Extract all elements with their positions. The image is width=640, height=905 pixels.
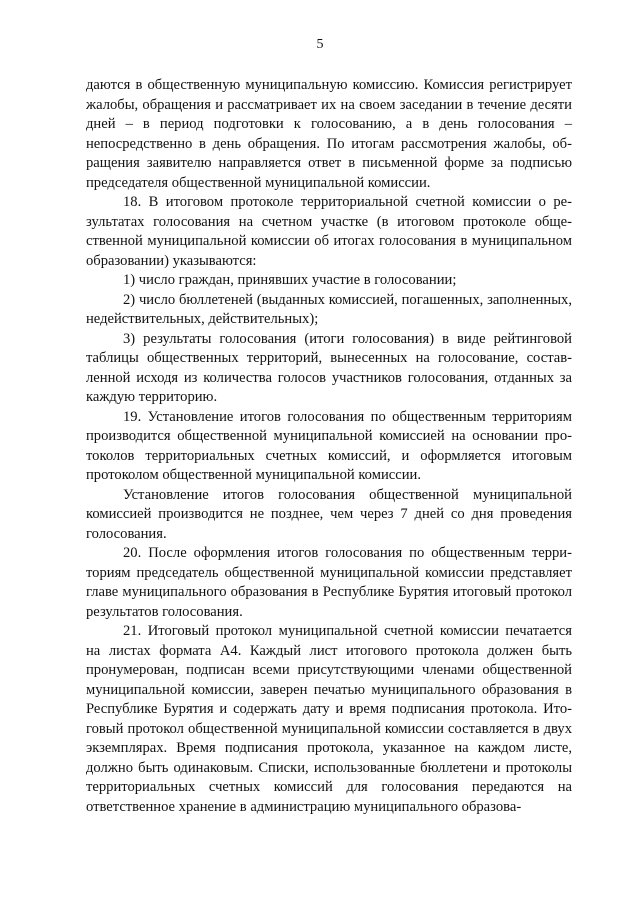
list-item-3-voting-results: 3) результаты голосования (итоги голосования) в виде рейтинговой таблицы общественных территорий, вынесенных на голосование, составленной исходя из количества голосов участников голосования, отданных за каждую территорию. — [86, 330, 572, 405]
list-item-1-citizens-count: 1) число граждан, принявших участие в голосовании; — [123, 272, 457, 288]
document-body — [86, 76, 572, 817]
paragraph-20-protocol-submission: 20. После оформления итогов голосования по общественным территориям председатель общественной муниципальной комиссии представляет главе муниципального образования в Республике Бурятия итоговый протокол результатов голосования. — [86, 545, 572, 620]
paragraph-complaints-continuation: даются в общественную муниципальную комиссию. Комиссия регистрирует жалобы, обращения и рассматривает их на своем заседании в течение десяти дней – в период подготовки к голосованию, а в день голосования – непосредственно в день обращения. По итогам рассмотрения жалобы, обращения заявителю направляется ответ в письменной форме за подписью председателя общественной муниципальной комиссии. — [86, 77, 572, 191]
paragraph-19-results-establishment: 19. Установление итогов голосования по общественным территориям производится общественной муниципальной комиссией на основании протоколов территориальных счетных комиссий, и оформляется итоговым протоколом общественной муниципальной комиссии. — [86, 408, 572, 483]
paragraph-results-deadline: Установление итогов голосования общественной муниципальной комиссией производится не позднее, чем через 7 дней со дня проведения голосования. — [86, 486, 572, 542]
list-item-2-ballots-count: 2) число бюллетеней (выданных комиссией, погашенных, заполненных, недействительных, действительных); — [86, 291, 572, 327]
page-number: 5 — [316, 37, 324, 52]
paragraph-18-final-protocol: 18. В итоговом протоколе территориальной счетной комиссии о результатах голосования на счетном участке (в итоговом протоколе общественной муниципальной комиссии об итогах голосования в муниципальном образовании) указываются: — [86, 194, 572, 269]
paragraph-21-protocol-format: 21. Итоговый протокол муниципальной счетной комиссии печатается на листах формата А4. Каждый лист итогового протокола должен быть пронумерован, подписан всеми присутствующими членами общественной муниципальной комиссии, заверен печатью муниципального образования в Республике Бурятия и содержать дату и время подписания протокола. Итоговый протокол общественной муниципальной комиссии составляется в двух экземплярах. Время подписания протокола, указанное на каждом листе, должно быть одинаковым. Списки, использованные бюллетени и протоколы территориальных счетных комиссий для голосования передаются на ответственное хранение в администрацию муниципального образова- — [86, 623, 572, 815]
